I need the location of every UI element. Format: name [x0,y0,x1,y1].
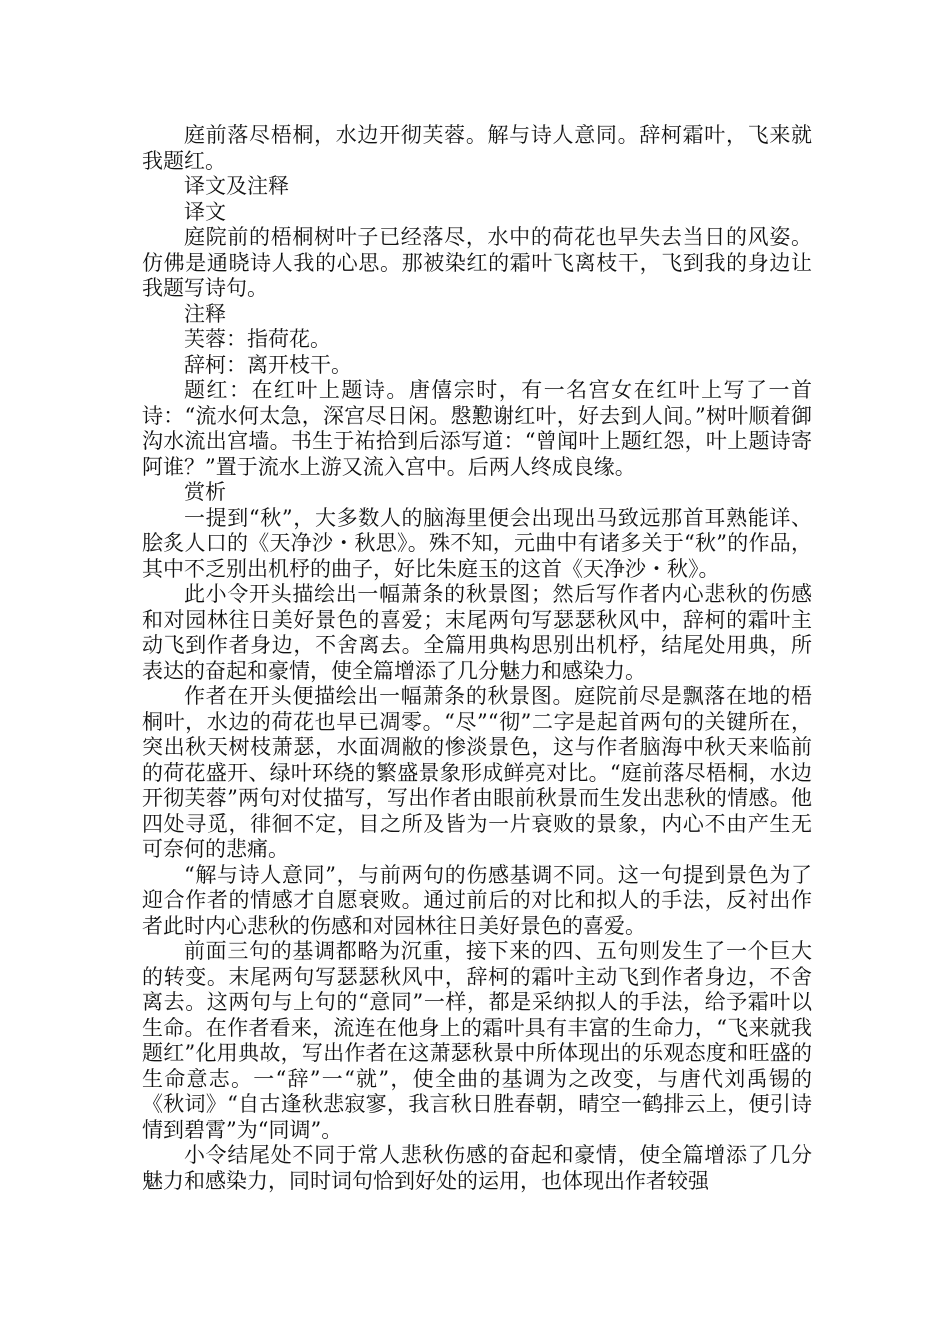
document-page [142,123,812,1194]
appreciation-paragraph: 前面三句的基调都略为沉重，接下来的四、五句则发生了一个巨大的转变。末尾两句写瑟瑟秋风中，辞柯的霜叶主动飞到作者身边，不舍离去。这两句与上句的“意同”一样，都是采纳拟人的手法，给予霜叶以生命。在作者看来，流连在他身上的霜叶具有丰富的生命力，“飞来就我题红”化用典故，写出作者在这萧瑟秋景中所体现出的乐观态度和旺盛的生命意志。一“辞”一“就”，使全曲的基调为之改变，与唐代刘禹锡的《秋词》“自古逢秋悲寂寥，我言秋日胜春朝，晴空一鹤排云上，便引诗情到碧霄”为“同调”。 [142,939,812,1142]
poem-text: 庭前落尽梧桐，水边开彻芙蓉。解与诗人意同。辞柯霜叶，飞来就我题红。 [142,123,812,173]
translation-paragraph: 庭院前的梧桐树叶子已经落尽，水中的荷花也早失去当日的风姿。仿佛是通晓诗人我的心思。那被染红的霜叶飞离枝干，飞到我的身边让我题写诗句。 [142,225,812,300]
appreciation-heading: 赏析 [184,480,226,504]
note-item: 芙蓉：指荷花。 [184,327,331,351]
translation-heading: 译文 [184,199,226,224]
appreciation-paragraph: 一提到“秋”，大多数人的脑海里便会出现出马致远那首耳熟能详、脍炙人口的《天净沙・秋思》。殊不知，元曲中有诸多关于“秋”的作品，其中不乏别出机杼的曲子，好比朱庭玉的这首《天净沙・秋》。 [142,505,812,581]
appreciation-paragraph: “解与诗人意同”，与前两句的伤感基调不同。这一句提到景色为了迎合作者的情感才自愿衰败。通过前后的对比和拟人的手法，反衬出作者此时内心悲秋的伤感和对园林往日美好景色的喜爱。 [142,862,812,938]
appreciation-paragraph: 作者在开头便描绘出一幅萧条的秋景图。庭院前尽是飘落在地的梧桐叶，水边的荷花也早已凋零。“尽”“彻”二字是起首两句的关键所在，突出秋天树枝萧瑟，水面凋敝的惨淡景色，这与作者脑海中秋天来临前的荷花盛开、绿叶环绕的繁盛景象形成鲜亮对比。“庭前落尽梧桐，水边开彻芙蓉”两句对仗描写，写出作者由眼前秋景而生发出悲秋的情感。他四处寻觅，徘徊不定，目之所及皆为一片衰败的景象，内心不由产生无可奈何的悲痛。 [142,684,812,861]
notes-heading: 注释 [184,301,226,326]
appreciation-paragraph: 此小令开头描绘出一幅萧条的秋景图；然后写作者内心悲秋的伤感和对园林往日美好景色的喜爱；末尾两句写瑟瑟秋风中，辞柯的霜叶主动飞到作者身边，不舍离去。全篇用典构思别出机杼，结尾处用典，所表达的奋起和豪情，使全篇增添了几分魅力和感染力。 [142,582,812,683]
section-heading-translation-notes: 译文及注释 [184,174,289,198]
note-item: 题红：在红叶上题诗。唐僖宗时，有一名宫女在红叶上写了一首诗：“流水何太急，深宫尽日闲。慇懃谢红叶，好去到人间。”树叶顺着御沟水流出宫墙。书生于祐拾到后添写道：“曾闻叶上题红怨，叶上题诗寄阿谁？”置于流水上游又流入宫中。后两人终成良缘。 [142,378,812,479]
appreciation-paragraph: 小令结尾处不同于常人悲秋伤感的奋起和豪情，使全篇增添了几分魅力和感染力，同时词句恰到好处的运用，也体现出作者较强 [142,1143,812,1193]
note-item: 辞柯：离开枝干。 [184,352,352,377]
